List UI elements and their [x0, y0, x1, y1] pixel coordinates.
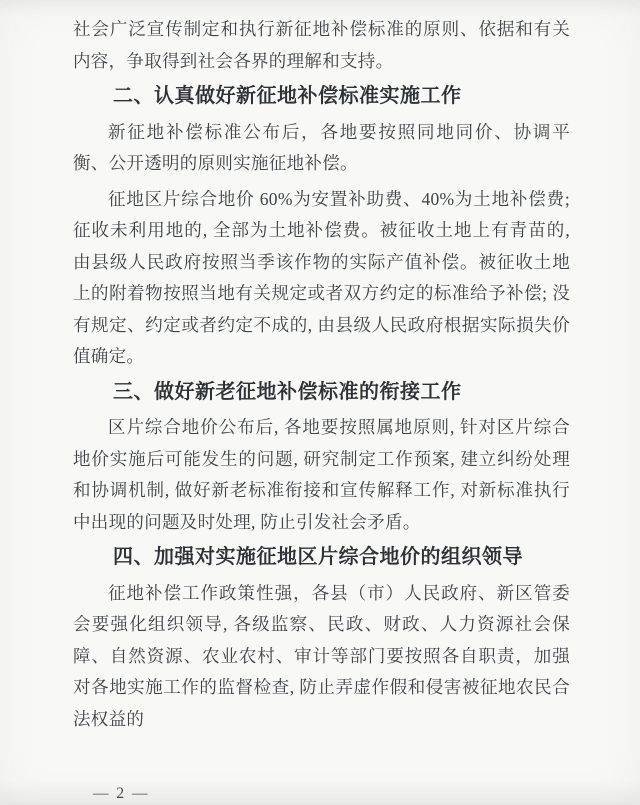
paragraph: 征地区片综合地价 60%为安置补助费、40%为土地补偿费; 征收未利用地的, 全部为土地补偿费。被征收土地上有青苗的, 由县级人民政府按照当季该作物的实际产值补偿。被征收土地上的附着物按照当地有关规定或者双方约定的标准给予补偿; 没有规定、约定或者约定不成的, 由县级人民政府根据实际损失价值确定。: [73, 188, 570, 366]
paragraph: 征地补偿工作政策性强，各县（市）人民政府、新区管委会要强化组织领导, 各级监察、民政、财政、人力资源社会保障、自然资源、农业农村、审计等部门要按照各自职责，加强对各地实施工作的监督检查, 防止弄虚作假和侵害被征地农民合法权益的: [73, 582, 570, 729]
section-heading-3: 三、做好新老征地补偿标准的衔接工作: [113, 380, 462, 403]
continued-paragraph: 社会广泛宣传制定和执行新征地补偿标准的原则、依据和有关内容，争取得到社会各界的理解和支持。: [73, 19, 570, 71]
paragraph: 新征地补偿标准公布后，各地要按照同地同价、协调平衡、公开透明的原则实施征地补偿。: [73, 121, 570, 173]
section-heading-2: 二、认真做好新征地补偿标准实施工作: [113, 85, 462, 107]
paragraph: 区片综合地价公布后, 各地要按照属地原则, 针对区片综合地价实施后可能发生的问题, 研究制定工作预案, 建立纠纷处理和协调机制, 做好新老标准衔接和宣传解释工作, 对新标准执行中出现的问题及时处理, 防止引发社会矛盾。: [73, 417, 570, 532]
page-number: — 2 —: [93, 785, 150, 802]
section-heading-4: 四、加强对实施征地区片综合地价的组织领导: [113, 546, 523, 568]
